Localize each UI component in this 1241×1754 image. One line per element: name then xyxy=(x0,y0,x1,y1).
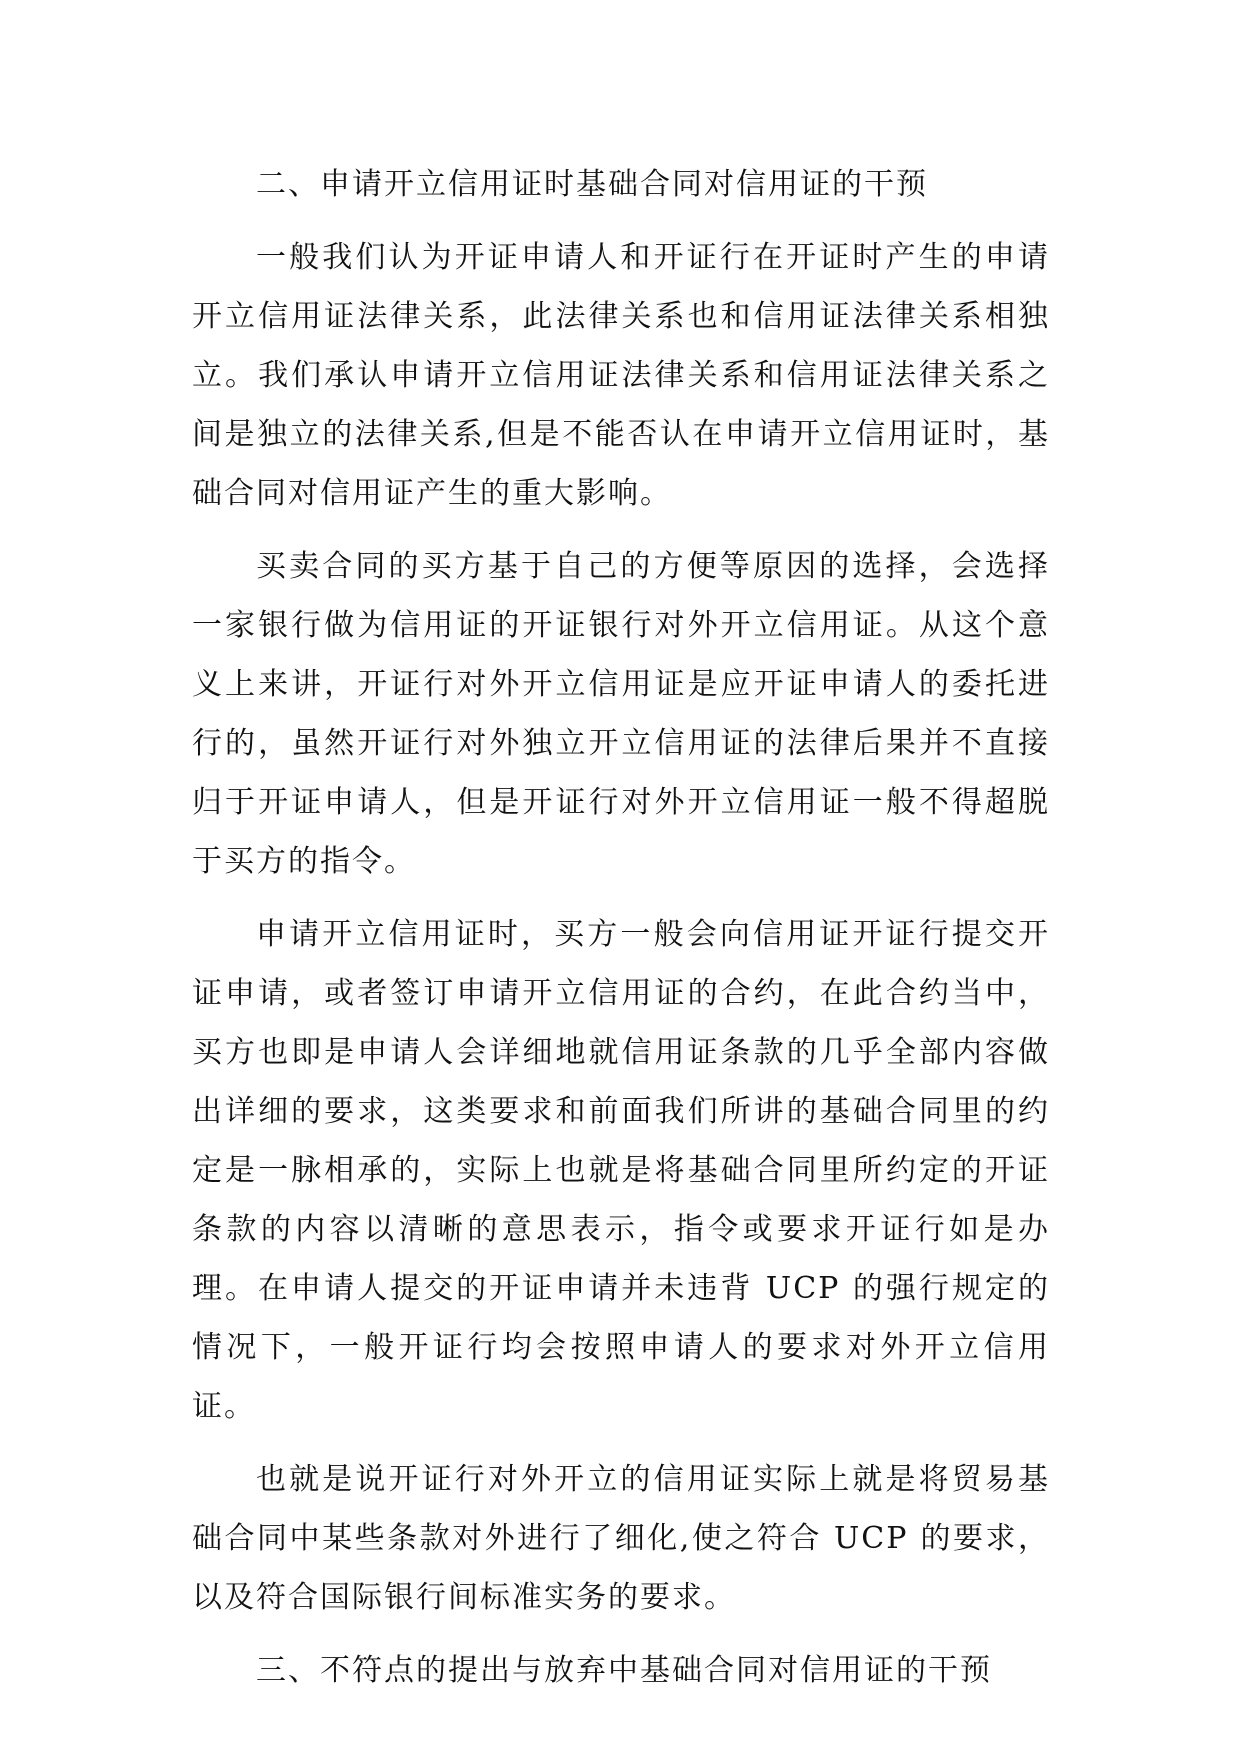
paragraph: 也就是说开证行对外开立的信用证实际上就是将贸易基础合同中某些条款对外进行了细化,使之符合 UCP 的要求，以及符合国际银行间标准实务的要求。 xyxy=(192,1462,1050,1615)
section-heading-2: 二、申请开立信用证时基础合同对信用证的干预 xyxy=(256,167,928,202)
paragraph: 申请开立信用证时，买方一般会向信用证开证行提交开证申请，或者签订申请开立信用证的合约，在此合约当中，买方也即是申请人会详细地就信用证条款的几乎全部内容做出详细的要求，这类要求和前面我们所讲的基础合同里的约定是一脉相承的，实际上也就是将基础合同里所约定的开证条款的内容以清晰的意思表示，指令或要求开证行如是办理。在申请人提交的开证申请并未违背 UCP 的强行规定的情况下，一般开证行均会按照申请人的要求对外开立信用证。 xyxy=(192,917,1050,1424)
section-heading-3: 三、不符点的提出与放弃中基础合同对信用证的干预 xyxy=(256,1653,992,1688)
document-body xyxy=(192,155,1050,1714)
paragraph: 一般我们认为开证申请人和开证行在开证时产生的申请开立信用证法律关系，此法律关系也和信用证法律关系相独立。我们承认申请开立信用证法律关系和信用证法律关系之间是独立的法律关系,但是不能否认在申请开立信用证时，基础合同对信用证产生的重大影响。 xyxy=(192,240,1050,511)
paragraph: 买卖合同的买方基于自己的方便等原因的选择，会选择一家银行做为信用证的开证银行对外开立信用证。从这个意义上来讲，开证行对外开立信用证是应开证申请人的委托进行的，虽然开证行对外独立开立信用证的法律后果并不直接归于开证申请人，但是开证行对外开立信用证一般不得超脱于买方的指令。 xyxy=(192,549,1050,879)
